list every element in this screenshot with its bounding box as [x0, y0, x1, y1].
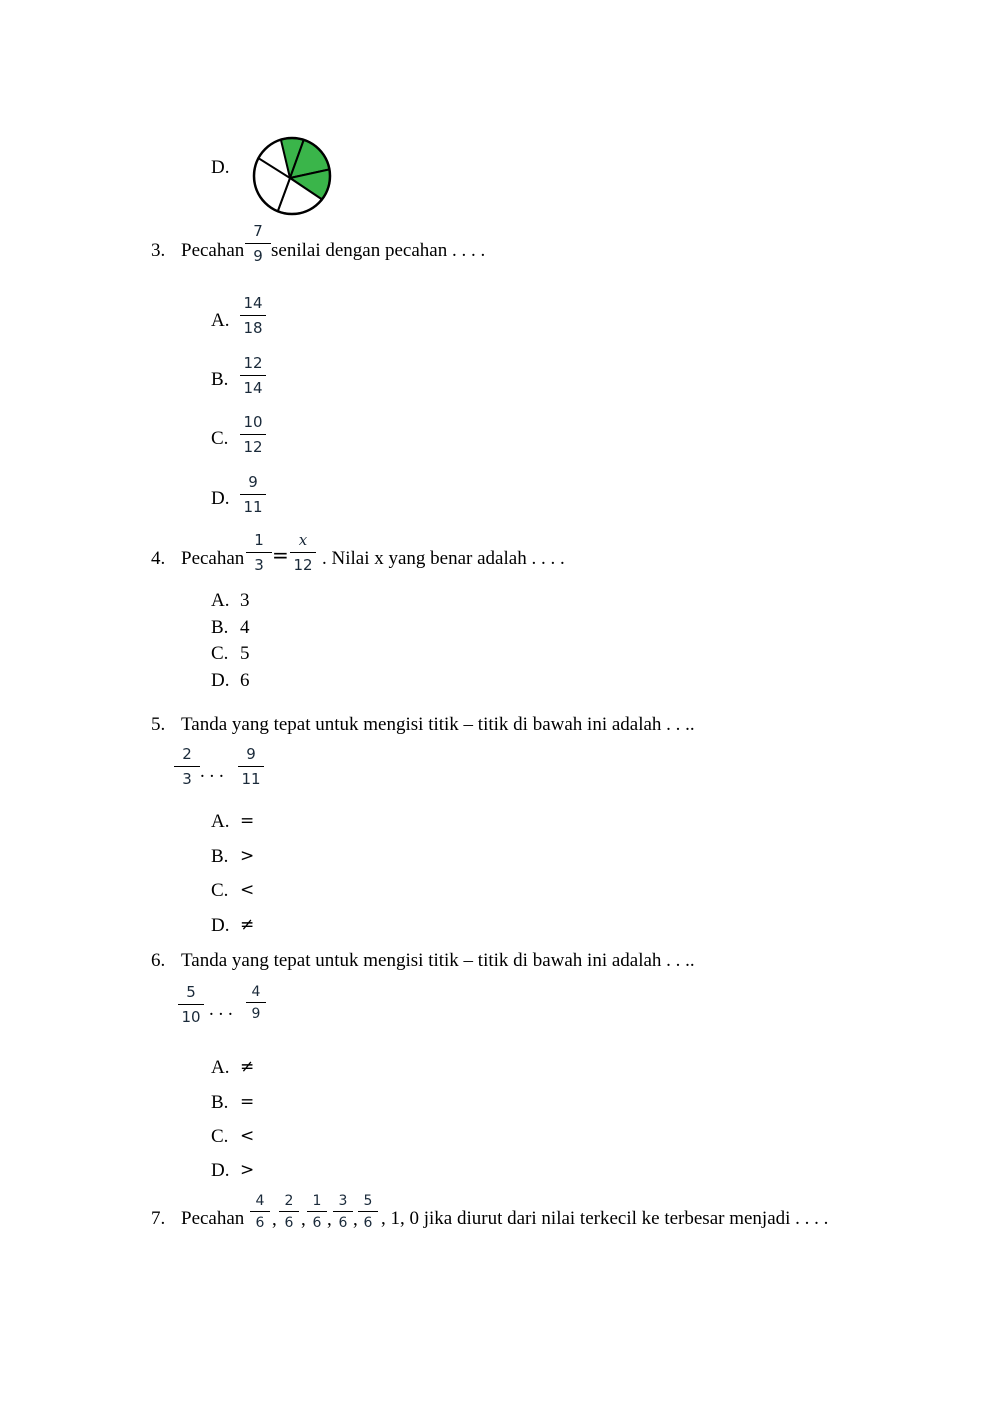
fraction-bar — [307, 1211, 327, 1212]
fraction-bar — [240, 315, 266, 316]
fraction-bar — [246, 552, 272, 553]
q3-suffix: senilai dengan pecahan . . . . — [271, 240, 486, 261]
fraction-den: 10 — [181, 1008, 201, 1026]
q4-right-fraction — [290, 533, 316, 573]
q4-option-b-label[interactable]: B. — [211, 617, 229, 638]
q6-option-c-value[interactable]: < — [240, 1126, 255, 1146]
q6-option-c-label[interactable]: C. — [211, 1126, 229, 1147]
q6-option-d-label[interactable]: D. — [211, 1160, 230, 1181]
q3-prefix: Pecahan — [181, 240, 245, 261]
fraction-den: 6 — [338, 1215, 348, 1231]
q3-option-d-label[interactable]: D. — [211, 488, 230, 509]
fraction-den: 12 — [243, 438, 263, 456]
fraction-bar — [246, 1002, 266, 1003]
q3-option-b-fraction[interactable] — [240, 356, 266, 396]
q4-prefix: Pecahan — [181, 548, 245, 569]
fraction-bar — [240, 375, 266, 376]
q3-option-c-fraction[interactable] — [240, 415, 266, 455]
fraction-num: 3 — [338, 1193, 348, 1209]
q4-option-d-value[interactable]: 6 — [240, 670, 250, 691]
q7-suffix: , 1, 0 jika diurut dari nilai terkecil ke terbesar menjadi . . . . — [381, 1208, 829, 1229]
q5-left-fraction — [174, 747, 200, 787]
q5-option-b-label[interactable]: B. — [211, 846, 229, 867]
q7-number: 7. — [151, 1208, 166, 1229]
q5-option-a-value[interactable]: = — [240, 811, 255, 831]
fraction-num: 14 — [243, 294, 263, 312]
q7-fraction-1 — [250, 1194, 270, 1230]
fraction-num-x: x — [298, 531, 308, 549]
fraction-num: 4 — [251, 984, 261, 1000]
q5-option-c-label[interactable]: C. — [211, 880, 229, 901]
q3-fraction — [245, 224, 271, 264]
q6-option-a-value[interactable]: ≠ — [240, 1057, 255, 1077]
fraction-bar — [178, 1004, 204, 1005]
fraction-den: 3 — [254, 556, 264, 574]
q4-option-a-label[interactable]: A. — [211, 590, 230, 611]
q4-number: 4. — [151, 548, 166, 569]
q7-fraction-4 — [333, 1194, 353, 1230]
q6-option-b-value[interactable]: = — [240, 1092, 255, 1112]
q6-left-fraction — [178, 985, 204, 1025]
q5-dots: . . . — [200, 761, 224, 782]
q2-pie-chart — [250, 134, 334, 218]
q4-option-b-value[interactable]: 4 — [240, 617, 250, 638]
fraction-num: 4 — [255, 1193, 265, 1209]
q7-fraction-5 — [358, 1194, 378, 1230]
fraction-den: 18 — [243, 319, 263, 337]
q3-option-d-fraction[interactable] — [240, 475, 266, 515]
fraction-den: 6 — [255, 1215, 265, 1231]
fraction-den: 6 — [363, 1215, 373, 1231]
fraction-num: 5 — [186, 983, 196, 1001]
fraction-num: 1 — [254, 531, 264, 549]
q4-suffix: . Nilai x yang benar adalah . . . . — [322, 548, 565, 569]
fraction-den: 12 — [293, 556, 313, 574]
q6-number: 6. — [151, 950, 166, 971]
q7-separator-4: , — [353, 1209, 358, 1230]
q4-option-a-value[interactable]: 3 — [240, 590, 250, 611]
fraction-num: 12 — [243, 354, 263, 372]
fraction-bar — [333, 1211, 353, 1212]
q6-dots: . . . — [209, 999, 233, 1020]
fraction-bar — [238, 766, 264, 767]
q3-option-b-label[interactable]: B. — [211, 369, 229, 390]
fraction-num: 1 — [312, 1193, 322, 1209]
q5-option-d-label[interactable]: D. — [211, 915, 230, 936]
fraction-bar — [174, 766, 200, 767]
fraction-den: 3 — [182, 770, 192, 788]
q6-right-fraction — [246, 985, 266, 1021]
fraction-den: 14 — [243, 379, 263, 397]
q7-prefix: Pecahan — [181, 1208, 245, 1229]
q7-separator-2: , — [301, 1209, 306, 1230]
fraction-bar — [240, 494, 266, 495]
fraction-num: 2 — [284, 1193, 294, 1209]
q7-fraction-3 — [307, 1194, 327, 1230]
fraction-num: 2 — [182, 745, 192, 763]
q3-fraction-num: 7 — [253, 222, 263, 240]
q5-option-c-value[interactable]: < — [240, 880, 255, 900]
q5-option-a-label[interactable]: A. — [211, 811, 230, 832]
q4-equals: = — [272, 543, 289, 567]
q5-number: 5. — [151, 714, 166, 735]
q3-option-a-label[interactable]: A. — [211, 310, 230, 331]
fraction-bar — [290, 552, 316, 553]
q6-text: Tanda yang tepat untuk mengisi titik – titik di bawah ini adalah . . .. — [181, 950, 695, 971]
q5-option-d-value[interactable]: ≠ — [240, 915, 255, 935]
q7-fraction-2 — [279, 1194, 299, 1230]
q5-right-fraction — [238, 747, 264, 787]
q6-option-d-value[interactable]: > — [240, 1160, 255, 1180]
fraction-num: 9 — [246, 745, 256, 763]
q6-option-b-label[interactable]: B. — [211, 1092, 229, 1113]
q3-number: 3. — [151, 240, 166, 261]
q4-option-c-label[interactable]: C. — [211, 643, 229, 664]
q2-option-d-label: D. — [211, 157, 230, 178]
fraction-num: 10 — [243, 413, 263, 431]
fraction-bar — [240, 434, 266, 435]
q3-fraction-den: 9 — [253, 247, 263, 265]
q6-option-a-label[interactable]: A. — [211, 1057, 230, 1078]
fraction-den: 6 — [284, 1215, 294, 1231]
q4-option-d-label[interactable]: D. — [211, 670, 230, 691]
fraction-den: 11 — [241, 770, 261, 788]
q7-separator-1: , — [272, 1209, 277, 1230]
q3-option-a-fraction[interactable] — [240, 296, 266, 336]
fraction-den: 11 — [243, 498, 263, 516]
fraction-num: 5 — [363, 1193, 373, 1209]
q4-left-fraction — [246, 533, 272, 573]
q5-option-b-value[interactable]: > — [240, 846, 255, 866]
fraction-den: 6 — [312, 1215, 322, 1231]
fraction-bar — [358, 1211, 378, 1212]
fraction-bar — [279, 1211, 299, 1212]
q3-option-c-label[interactable]: C. — [211, 428, 229, 449]
fraction-bar — [245, 243, 271, 244]
q4-option-c-value[interactable]: 5 — [240, 643, 250, 664]
q5-text: Tanda yang tepat untuk mengisi titik – titik di bawah ini adalah . . .. — [181, 714, 695, 735]
fraction-den: 9 — [251, 1006, 261, 1022]
q7-separator-3: , — [327, 1209, 332, 1230]
fraction-bar — [250, 1211, 270, 1212]
fraction-num: 9 — [248, 473, 258, 491]
